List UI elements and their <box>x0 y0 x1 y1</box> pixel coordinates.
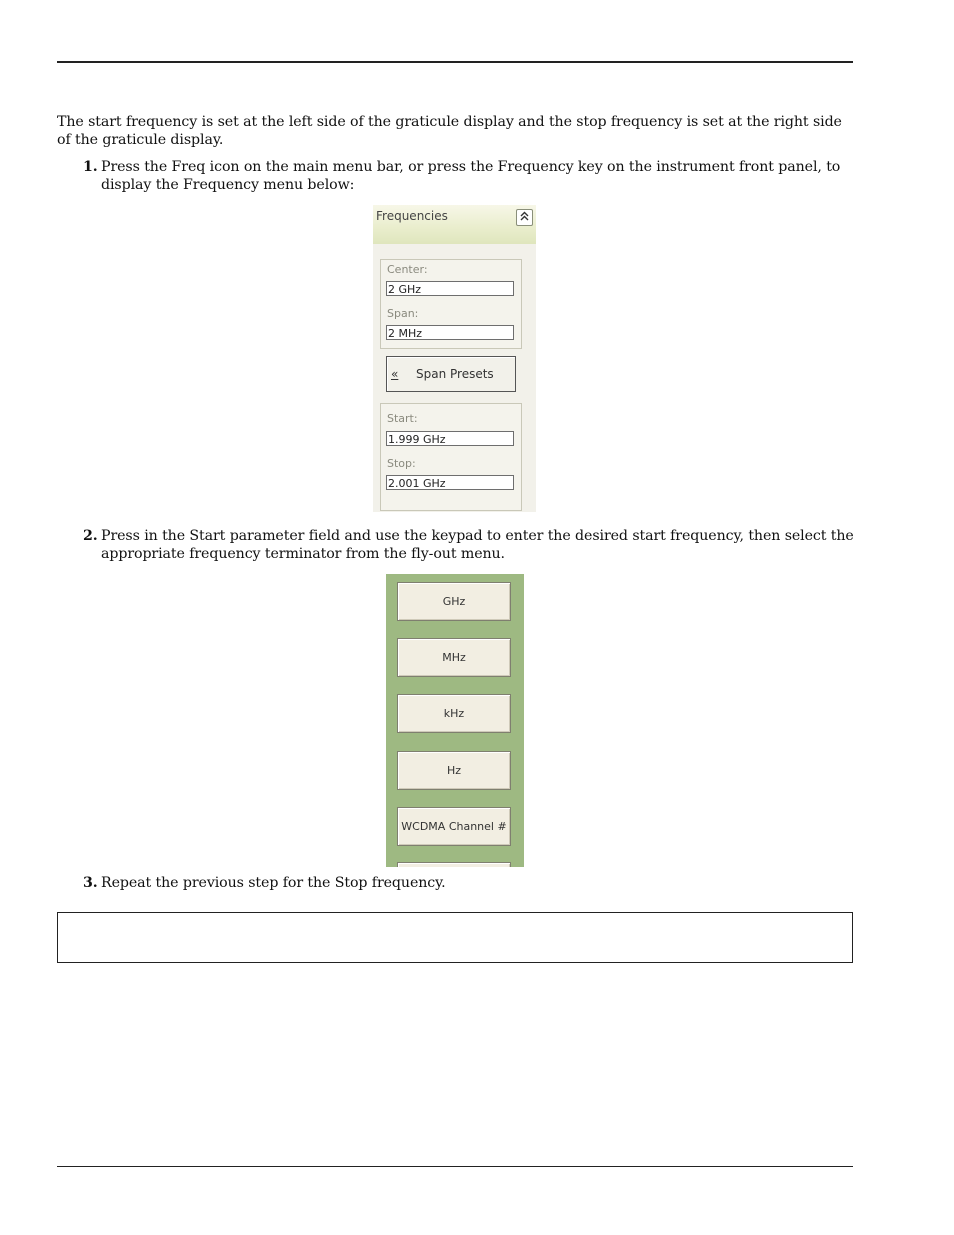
stop-input[interactable]: 2.001 GHz <box>386 475 514 490</box>
start-input[interactable]: 1.999 GHz <box>386 431 514 446</box>
step-number: 2. <box>83 528 98 544</box>
double-chevron-up-icon <box>518 210 531 223</box>
stop-label: Stop: <box>387 457 416 470</box>
span-presets-button[interactable] <box>386 356 516 392</box>
step-text: Press the Freq icon on the main menu bar, or press the Frequency key on the instrument front panel, to display the Frequency menu below: <box>101 159 841 193</box>
double-chevron-left-icon: « <box>391 367 399 381</box>
start-label: Start: <box>387 412 418 425</box>
step-3 <box>83 874 858 892</box>
center-span-group <box>380 259 522 349</box>
intro-paragraph: The start frequency is set at the left side of the graticule display and the stop frequency is set at the right side of the graticule display. <box>57 114 842 148</box>
mhz-button[interactable]: MHz <box>397 638 511 677</box>
collapse-icon[interactable] <box>516 209 533 226</box>
step-number: 1. <box>83 159 98 175</box>
center-input[interactable]: 2 GHz <box>386 281 514 296</box>
footer-rule <box>57 1166 853 1167</box>
step-2 <box>83 527 858 563</box>
start-stop-group <box>380 403 522 511</box>
span-presets-label: Span Presets <box>416 367 494 381</box>
step-number: 3. <box>83 875 98 891</box>
center-label: Center: <box>387 263 428 276</box>
ghz-button[interactable]: GHz <box>397 582 511 621</box>
step-text: Repeat the previous step for the Stop frequency. <box>101 875 446 891</box>
span-input[interactable]: 2 MHz <box>386 325 514 340</box>
span-label: Span: <box>387 307 419 320</box>
frequency-terminator-menu <box>386 574 524 867</box>
note-box <box>57 912 853 963</box>
wcdma-channel-button[interactable]: WCDMA Channel # <box>397 807 511 846</box>
step-1 <box>83 158 858 194</box>
frequencies-panel <box>373 205 536 512</box>
khz-button[interactable]: kHz <box>397 694 511 733</box>
partial-next-button[interactable] <box>397 862 511 867</box>
panel-header <box>373 205 536 244</box>
hz-button[interactable]: Hz <box>397 751 511 790</box>
step-text: Press in the Start parameter field and use the keypad to enter the desired start frequency, then select the appropriate frequency terminator from the fly-out menu. <box>101 528 854 562</box>
panel-title: Frequencies <box>376 209 448 223</box>
header-rule <box>57 61 853 63</box>
